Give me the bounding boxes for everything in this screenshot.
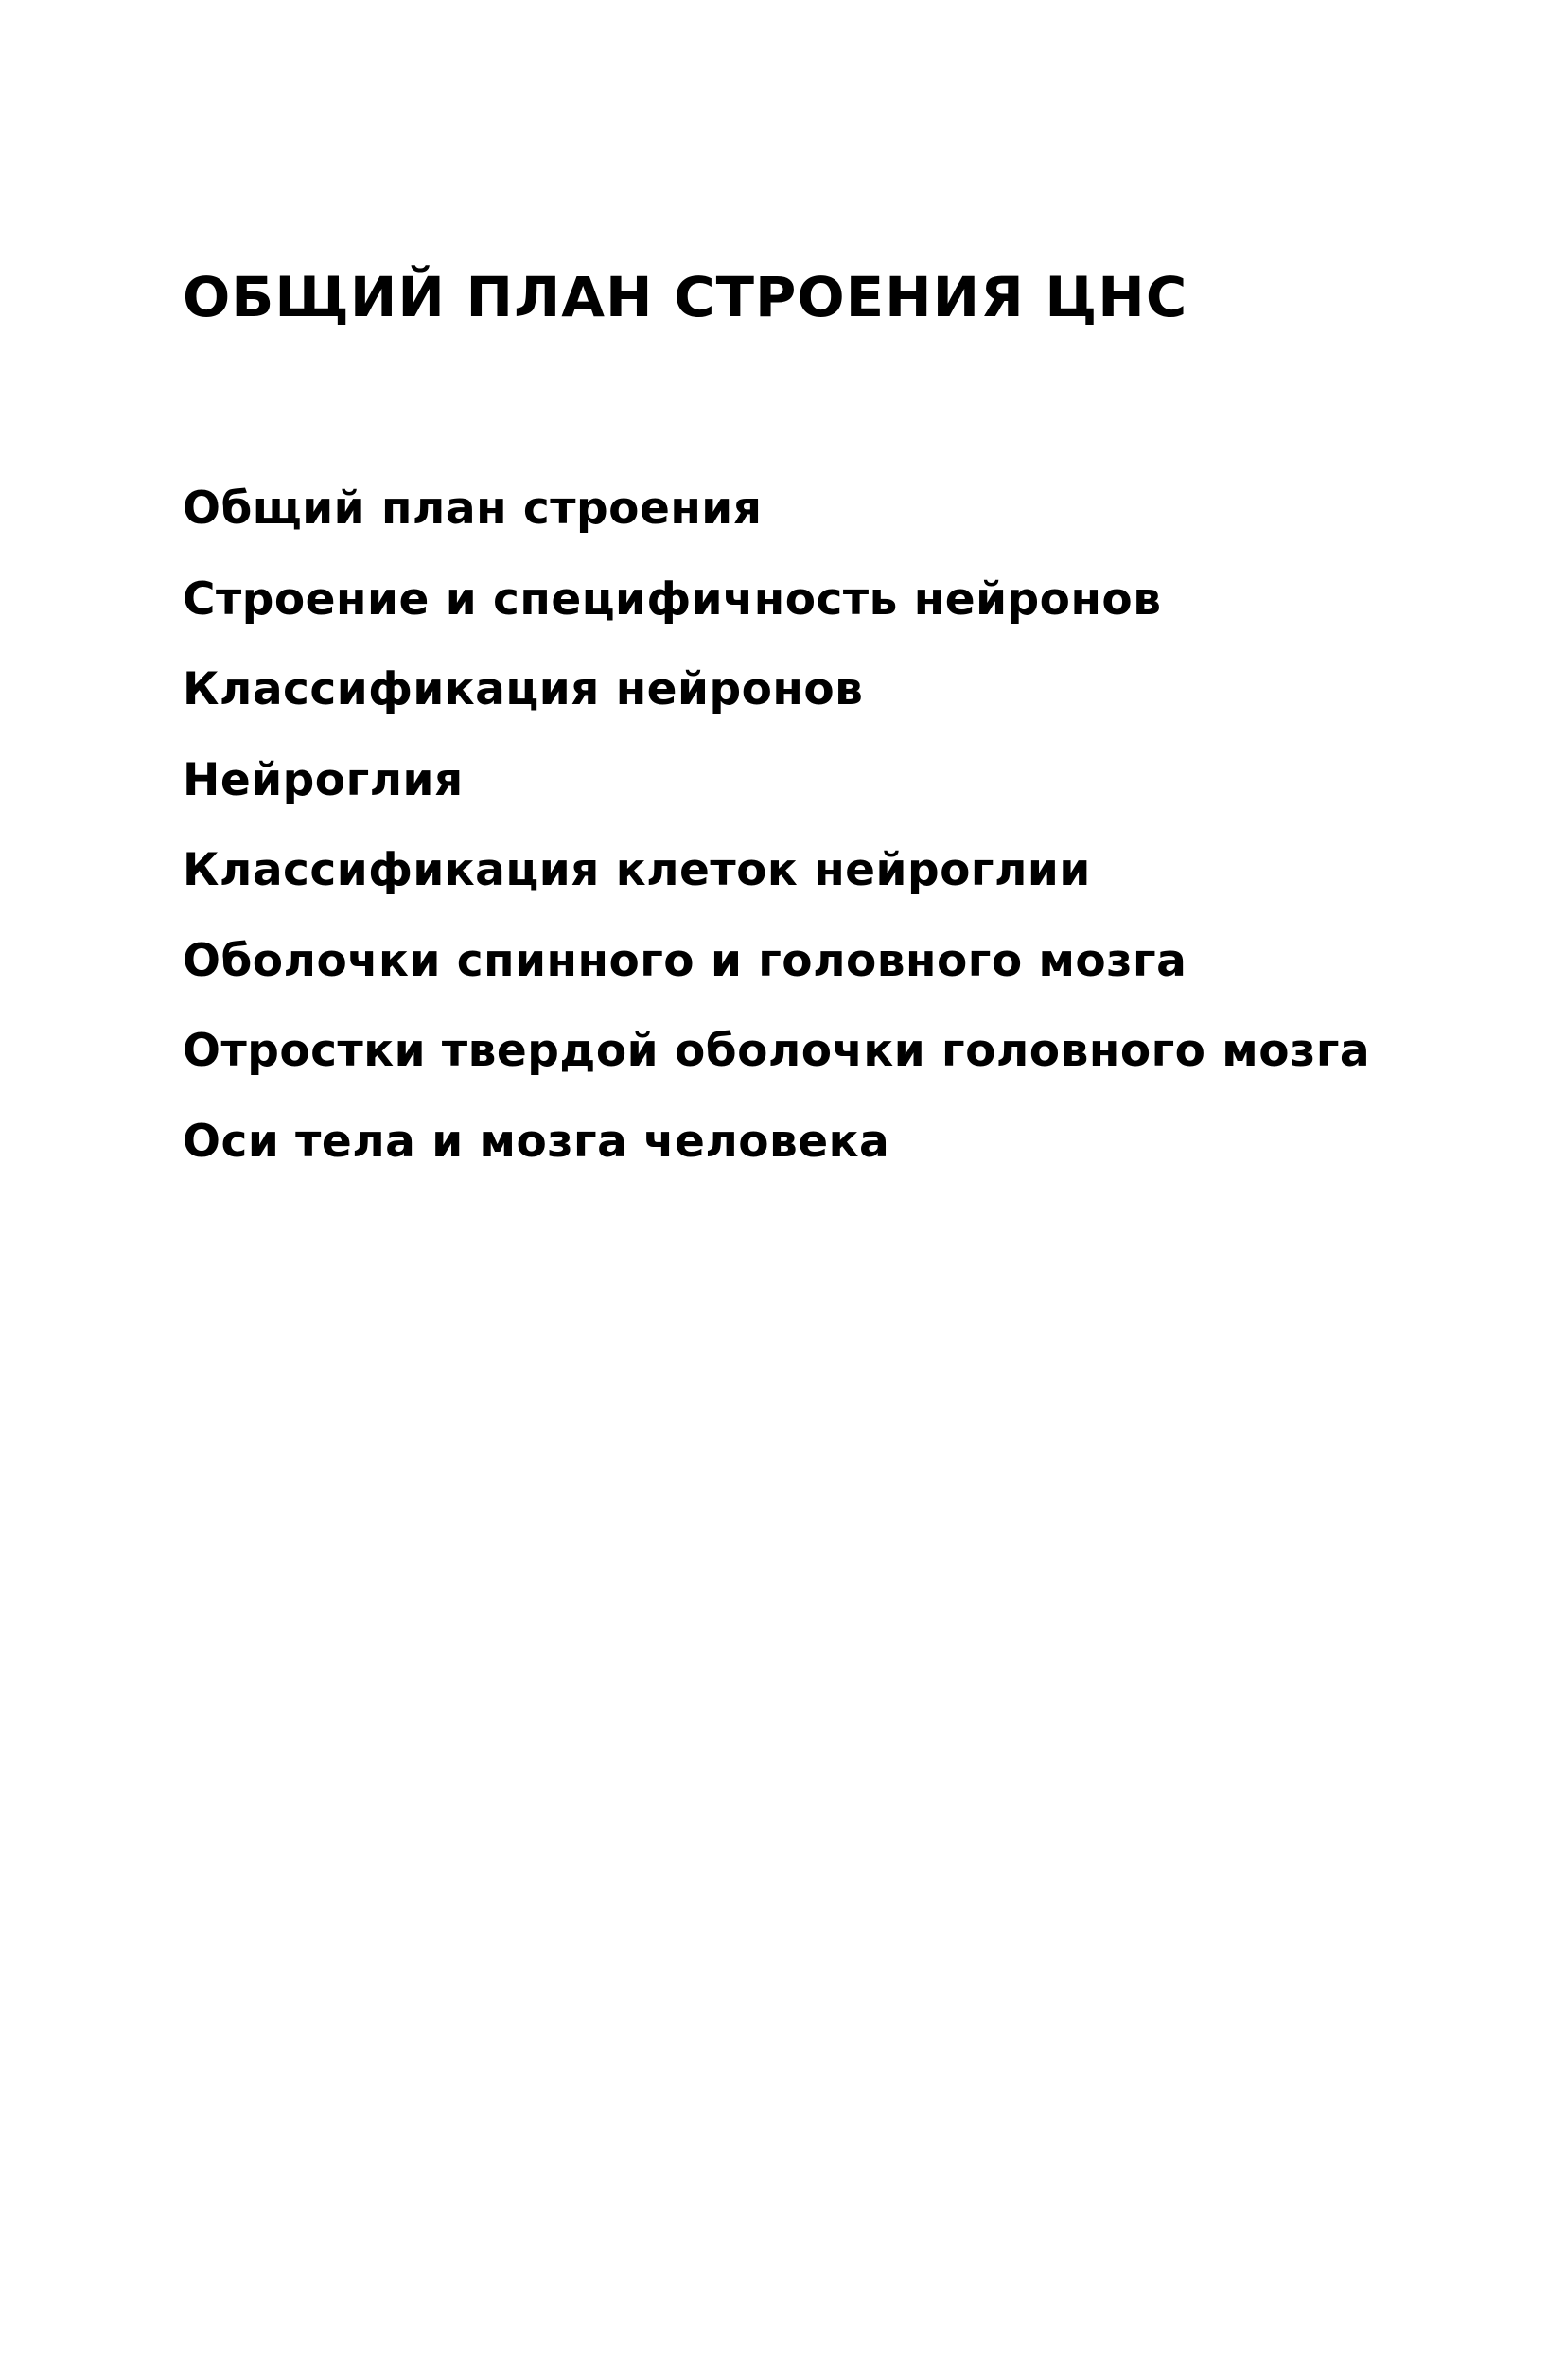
toc-item-neuron-classification: Классификация нейронов — [183, 663, 864, 715]
toc-item-neuroglia-classification: Классификация клеток нейроглии — [183, 844, 1091, 896]
toc-item-dura-processes: Отростки твердой оболочки головного мозга — [183, 1025, 1371, 1077]
toc-item-meninges: Оболочки спинного и головного мозга — [183, 934, 1187, 987]
toc-item-neuron-structure: Строение и специфичность нейронов — [183, 573, 1162, 626]
toc-item-general-plan: Общий план строения — [183, 483, 763, 535]
toc-item-neuroglia: Нейроглия — [183, 753, 464, 806]
table-of-contents — [183, 464, 1370, 1187]
toc-item-body-brain-axes: Оси тела и мозга человека — [183, 1115, 890, 1168]
page-title: ОБЩИЙ ПЛАН СТРОЕНИЯ ЦНС — [183, 265, 1188, 329]
